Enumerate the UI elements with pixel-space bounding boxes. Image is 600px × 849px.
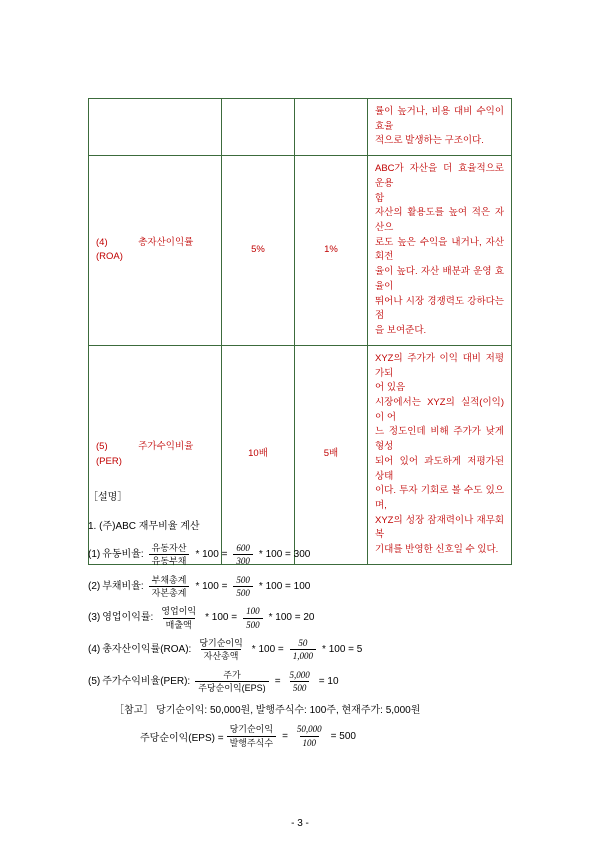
page-footer	[0, 818, 600, 829]
formula-result: = 10	[318, 675, 339, 687]
fraction-denominator: 자산총액	[201, 649, 242, 661]
page-number: - 3 -	[291, 818, 309, 829]
description-line: 느 정도인데 비해 주가가 낮게 형성	[375, 426, 504, 453]
formula-item	[88, 670, 528, 694]
fraction-denominator: 1,000	[290, 649, 316, 661]
row-label-line	[96, 440, 214, 455]
fraction-denominator: 매출액	[163, 618, 195, 630]
description-line: 로도 높은 수익을 내거나, 자산 회전	[375, 236, 504, 263]
fraction-numerator: 50,000	[296, 724, 322, 735]
fraction-numerator: 500	[236, 574, 250, 585]
row-label-number: (4)	[96, 236, 108, 248]
fraction-numerator: 당기순이익	[199, 638, 243, 649]
description-line: XYZ의 성장 잠재력이나 재무회복	[375, 514, 504, 541]
explanation-heading: 1. (주)ABC 재무비율 계산	[88, 521, 200, 532]
row-value2-cell: 5배	[295, 345, 368, 564]
fraction-numerator: 영업이익	[161, 606, 197, 617]
fraction-denominator: 100	[300, 736, 320, 748]
fraction-numerator: 50	[298, 638, 308, 649]
row-description-cell	[368, 99, 512, 156]
description-line: 뛰어나 시장 경쟁력도 강하다는 점	[375, 295, 504, 322]
fraction	[243, 606, 263, 630]
fraction-denominator: 자본총계	[149, 586, 190, 598]
row-label-cell	[89, 156, 222, 346]
fraction-numerator: 부채총계	[151, 574, 187, 585]
description-line: 되어 있어 과도하게 저평가된 상태	[375, 455, 504, 482]
eps-formula	[140, 724, 528, 748]
fraction-denominator: 500	[290, 681, 310, 693]
row-label-name: 총자산이익률	[138, 236, 194, 248]
fraction	[196, 638, 245, 662]
row-value1-cell	[222, 99, 295, 156]
formula-number: (5)	[88, 675, 101, 687]
formula-name: 유동비율:	[102, 548, 144, 560]
description-line: 을 보여준다.	[375, 325, 427, 337]
fraction-numerator: 당기순이익	[229, 724, 274, 735]
formula-name: 주가수익비율(PER):	[102, 675, 191, 687]
description-line: 기대를 반영한 신호일 수 있다.	[375, 544, 499, 556]
fraction-numerator: 600	[236, 543, 250, 553]
description-line: XYZ의 주가가 이익 대비 저평가되	[375, 352, 504, 379]
explanation-section	[88, 488, 528, 748]
formula-result: = 500	[330, 730, 356, 742]
fraction	[287, 670, 313, 694]
fraction	[195, 670, 268, 694]
formula-result: * 100 = 100	[258, 580, 311, 592]
row-label-name: 주가수익비율	[138, 441, 194, 453]
eps-label: 주당순이익(EPS) =	[140, 732, 224, 744]
formula-number: (4)	[88, 643, 101, 655]
formula-operator: * 100 =	[251, 643, 284, 655]
formula-operator: * 100 =	[195, 580, 228, 592]
fraction-numerator: 주가	[223, 669, 241, 680]
fraction	[290, 638, 316, 662]
formula-operator: =	[274, 675, 281, 687]
fraction-denominator: 주당순이익(EPS)	[195, 681, 268, 693]
row-label-sub: (PER)	[96, 455, 122, 467]
description-line: ABC가 자산을 더 효율적으로 운용	[375, 163, 504, 189]
formula-item	[88, 638, 528, 662]
description-line: 함	[375, 192, 385, 204]
formula-number: (2)	[88, 580, 101, 592]
row-label-sub: (ROA)	[96, 251, 123, 263]
row-value2-cell: 1%	[295, 156, 368, 346]
fraction	[149, 575, 190, 599]
fraction-numerator: 5,000	[289, 669, 310, 680]
formula-result: * 100 = 5	[322, 643, 363, 655]
row-description-cell	[368, 156, 512, 346]
fraction	[149, 543, 190, 567]
formula-item	[88, 575, 528, 599]
formula-result: * 100 = 300	[258, 548, 311, 560]
explanation-bracket-title: ［설명］	[88, 492, 128, 503]
fraction-denominator: 500	[233, 586, 253, 598]
formula-name: 총자산이익률(ROA):	[102, 643, 192, 655]
row-value1-cell: 5%	[222, 156, 295, 346]
formula-number: (1)	[88, 548, 101, 560]
formula-item	[88, 606, 528, 630]
formula-name: 부채비율:	[102, 580, 144, 592]
fraction-numerator: 유동자산	[151, 543, 187, 553]
fraction-denominator: 300	[233, 554, 253, 566]
fraction-denominator: 유동부채	[149, 554, 190, 566]
description-line: 어 있음	[375, 382, 406, 394]
description-line: 적으로 발생하는 구조이다.	[375, 135, 484, 147]
formula-operator: * 100 =	[205, 612, 238, 624]
fraction	[294, 724, 325, 748]
table-row	[89, 99, 512, 156]
fraction-denominator: 500	[243, 618, 263, 630]
row-value2-cell	[295, 99, 368, 156]
description-line: 시장에서는 XYZ의 실적(이익)이 어	[375, 396, 504, 423]
formula-operator: =	[282, 730, 288, 742]
row-value1-cell: 10배	[222, 345, 295, 564]
fraction	[233, 575, 253, 599]
fraction	[233, 543, 253, 567]
description-line: 율이 높다. 자산 배분과 운영 효율이	[375, 266, 504, 292]
description-line: 자산의 활용도를 높여 적은 자산으	[375, 207, 504, 234]
formula-item	[88, 543, 528, 567]
row-label-line	[96, 236, 214, 251]
formula-operator: * 100 =	[195, 548, 228, 560]
description-line: 이다. 투자 기회로 볼 수도 있으며,	[375, 485, 504, 511]
formula-name: 영업이익률:	[102, 612, 154, 624]
table-row	[89, 156, 512, 346]
formula-result: * 100 = 20	[268, 612, 315, 624]
row-label-number: (5)	[96, 441, 108, 453]
row-label-cell	[89, 99, 222, 156]
formula-number: (3)	[88, 612, 101, 624]
fraction-denominator: 발행주식수	[227, 736, 276, 748]
description-line: 률이 높거나, 비용 대비 수익이 효율	[375, 106, 504, 132]
fraction	[158, 606, 199, 630]
reference-note: ［참고］ 당기순이익: 50,000원, 발행주식수: 100주, 현재주가: 5,000원	[114, 705, 421, 717]
fraction-numerator: 100	[246, 606, 260, 617]
fraction	[227, 724, 276, 748]
